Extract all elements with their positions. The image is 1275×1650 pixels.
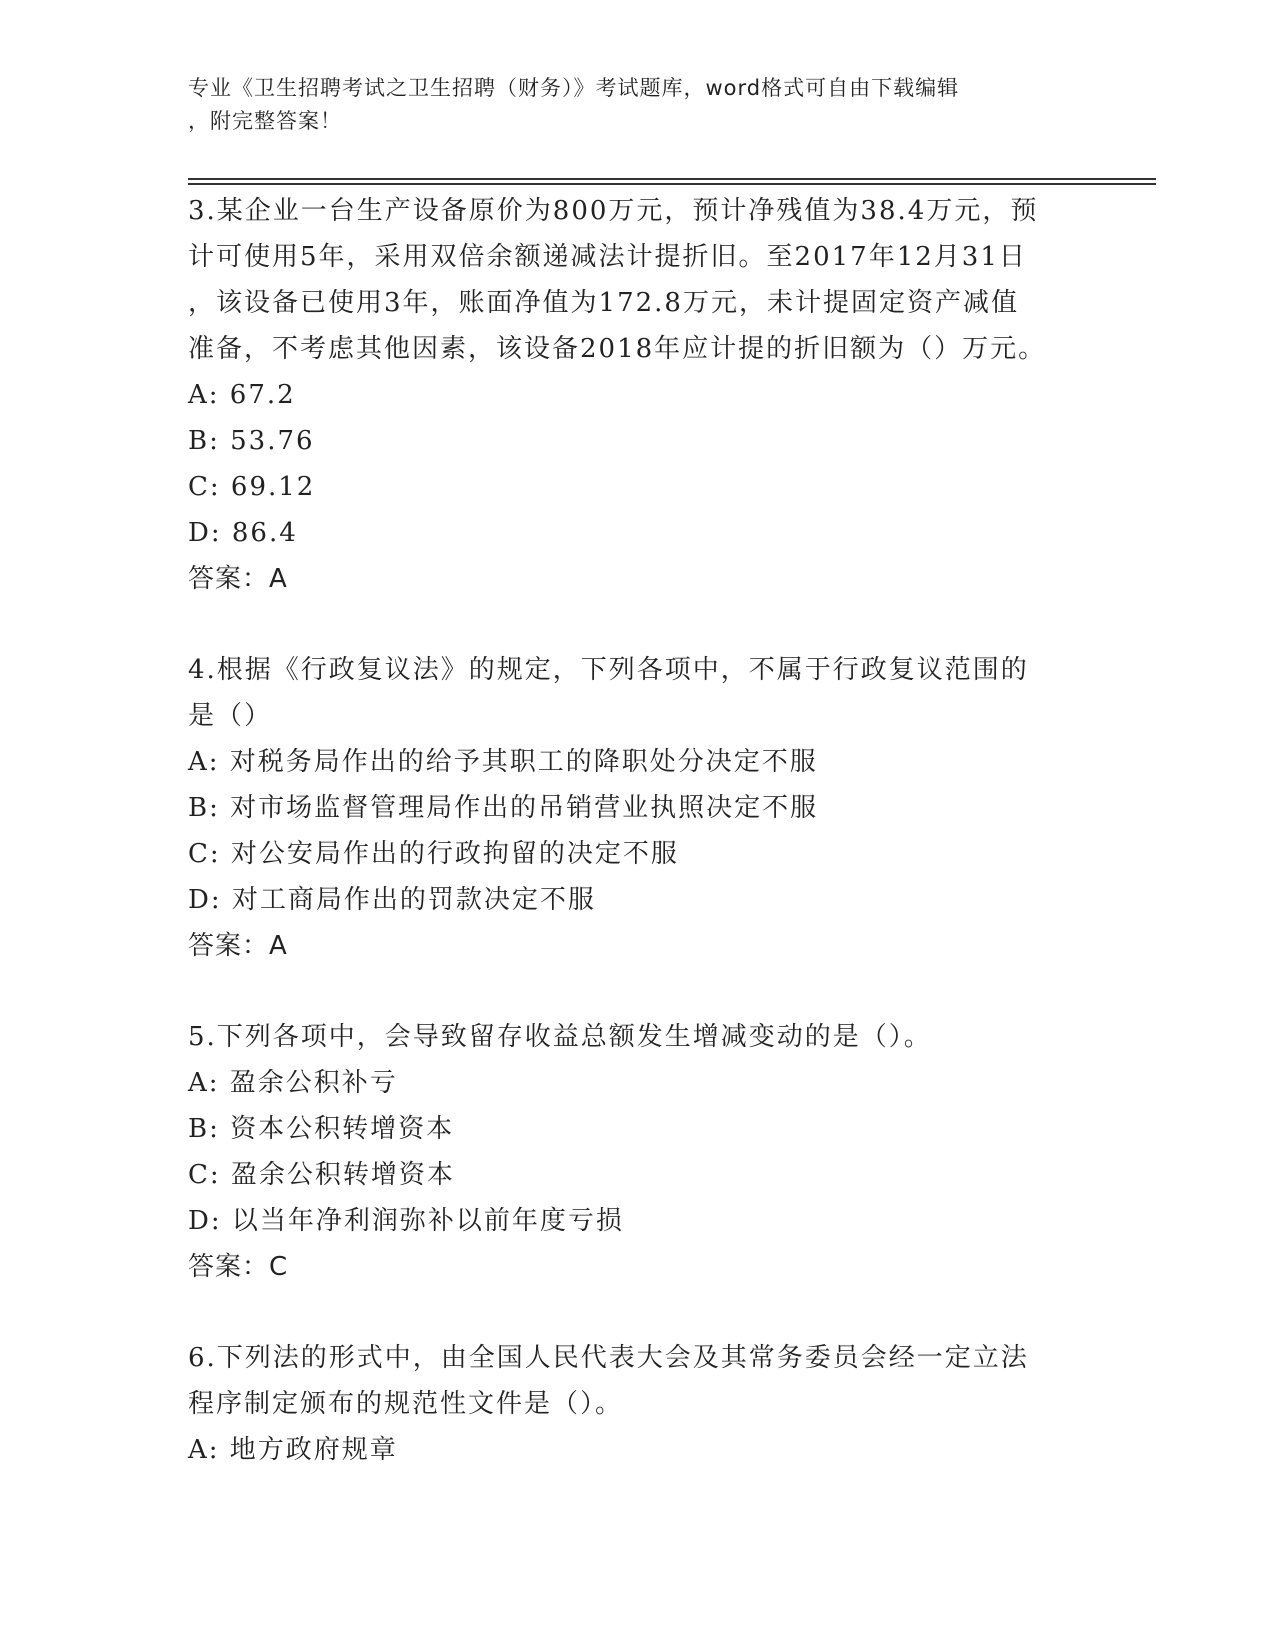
question-3-line-4: 准备，不考虑其他因素，该设备2018年应计提的折旧额为（）万元。 (188, 334, 1047, 364)
question-3-line-1: 3.某企业一台生产设备原价为800万元，预计净残值为38.4万元，预 (188, 196, 1039, 226)
question-5 (188, 1014, 1088, 1290)
question-5-option-b: B: 资本公积转增资本 (188, 1114, 455, 1144)
header-line-1: 专业《卫生招聘考试之卫生招聘（财务）》考试题库，word格式可自由下载编辑 (188, 76, 960, 100)
header-divider-top (188, 178, 1156, 180)
question-3-option-a: A: 67.2 (188, 380, 296, 410)
question-4-answer: 答案：A (188, 931, 288, 961)
question-6-line-1: 6.下列法的形式中，由全国人民代表大会及其常务委员会经一定立法 (188, 1343, 1029, 1373)
question-3 (188, 188, 1088, 602)
question-5-option-c: C: 盈余公积转增资本 (188, 1160, 455, 1190)
question-5-answer: 答案：C (188, 1252, 289, 1282)
question-6-option-a: A: 地方政府规章 (188, 1435, 398, 1465)
question-3-line-2: 计可使用5年，采用双倍余额递减法计提折旧。至2017年12月31日 (188, 242, 1027, 272)
question-4 (188, 647, 1088, 969)
question-3-line-3: ，该设备已使用3年，账面净值为172.8万元，未计提固定资产减值 (188, 288, 1019, 318)
question-3-option-d: D: 86.4 (188, 518, 298, 548)
question-5-option-d: D: 以当年净利润弥补以前年度亏损 (188, 1206, 624, 1236)
spacer (188, 1290, 1088, 1335)
question-3-option-b: B: 53.76 (188, 426, 315, 456)
question-list (188, 188, 1088, 1473)
question-6 (188, 1335, 1088, 1473)
spacer (188, 602, 1088, 647)
question-6-line-2: 程序制定颁布的规范性文件是（）。 (188, 1389, 624, 1419)
question-5-line-1: 5.下列各项中，会导致留存收益总额发生增减变动的是（）。 (188, 1022, 932, 1052)
question-4-option-a: A: 对税务局作出的给予其职工的降职处分决定不服 (188, 747, 818, 777)
question-4-line-1: 4.根据《行政复议法》的规定，下列各项中，不属于行政复议范围的 (188, 655, 1029, 685)
spacer (188, 969, 1088, 1014)
question-3-answer: 答案：A (188, 564, 288, 594)
header-line-2: ，附完整答案！ (188, 109, 342, 133)
question-3-option-c: C: 69.12 (188, 472, 316, 502)
question-4-option-d: D: 对工商局作出的罚款决定不服 (188, 885, 596, 915)
question-4-line-2: 是（） (188, 701, 273, 731)
document-header (188, 72, 1068, 138)
question-5-option-a: A: 盈余公积补亏 (188, 1068, 398, 1098)
question-4-option-b: B: 对市场监督管理局作出的吊销营业执照决定不服 (188, 793, 819, 823)
question-4-option-c: C: 对公安局作出的行政拘留的决定不服 (188, 839, 679, 869)
header-divider-bottom (188, 183, 1156, 185)
